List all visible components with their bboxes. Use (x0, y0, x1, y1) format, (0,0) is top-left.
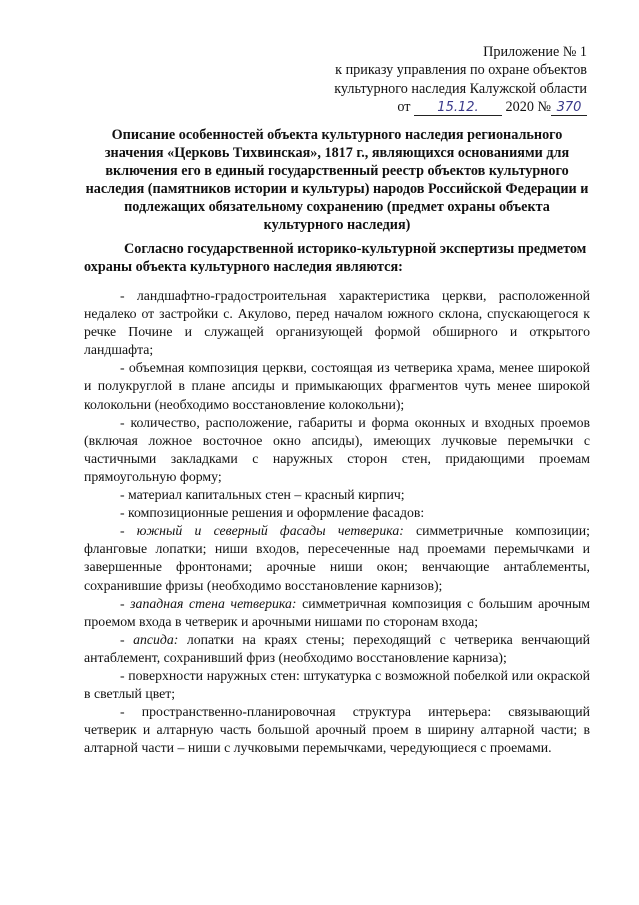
list-item: - южный и северный фасады четверика: симметричные композиции; фланговые лопатки; ниши входов, пересеченные над проемами перемычками и завершенные фронтонами; арочные ниши окон; венчающие антаблементы, сохранившие фризы (необходимо восстановление карнизов); (84, 523, 590, 593)
handwritten-date: 15.12. (414, 101, 502, 116)
intro-statement (84, 240, 590, 277)
authority-name: культурного наследия Калужской области (334, 80, 587, 97)
intro-line: охраны объекта культурного наследия являются: (84, 259, 403, 276)
appendix-header (287, 43, 587, 116)
title-line: включения его в единый государственный реестр объектов культурного (105, 162, 569, 179)
title-line: подлежащих обязательному сохранению (предмет охраны объекта (124, 198, 550, 215)
list-item: - пространственно-планировочная структура интерьера: связывающий четверик и алтарную часть большой арочный проем в ширину алтарной части; в алтарной части – ниши с лучковыми перемычками, чередующиеся с проемами. (84, 704, 590, 756)
title-line: наследия (памятников истории и культуры) народов Российской Федерации и (85, 180, 589, 197)
title-line: значения «Церковь Тихвинская», 1817 г., являющихся основаниями для (104, 144, 570, 161)
list-item: - композиционные решения и оформление фасадов: (120, 505, 425, 521)
document-title (84, 127, 590, 234)
order-reference: к приказу управления по охране объектов (335, 62, 587, 79)
order-year: 2020 № (505, 98, 551, 115)
title-line: Описание особенностей объекта культурного наследия регионального (111, 127, 563, 143)
order-date-line (287, 98, 587, 116)
intro-line: Согласно государственной историко-культурной экспертизы предметом (124, 241, 587, 257)
list-item: - материал капитальных стен – красный кирпич; (120, 487, 405, 503)
list-item: - поверхности наружных стен: штукатурка с возможной побелкой или окраской в светлый цвет; (84, 667, 590, 702)
appendix-label: Приложение № 1 (483, 44, 587, 60)
list-item: - ландшафтно-градостроительная характеристика церкви, расположенной недалеко от застройки с. Акулово, перед началом южного склона, спускающегося к речке Почине и служащей организующей формой обширного и открытого ландшафта; (84, 288, 590, 358)
list-item: - количество, расположение, габариты и форма оконных и входных проемов (включая ложное восточное окно апсиды), имеющих лучковые перемычки с частичными закладками с наружных сторон стен, придающими проемам прямоугольную форму; (84, 414, 590, 484)
list-item: - апсида: лопатки на краях стены; переходящий с четверика венчающий антаблемент, сохранивший фриз (необходимо восстановление карниза); (84, 631, 590, 665)
handwritten-order-number: 370 (551, 101, 587, 116)
list-item: - западная стена четверика: симметричная композиция с большим арочным проемом входа в четверик и арочными нишами по сторонам входа; (84, 595, 590, 629)
list-item: - объемная композиция церкви, состоящая из четверика храма, менее широкой и полукруглой в плане апсиды и примыкающих фрагментов чуть менее широкой колокольни (необходимо восстановление колокольни); (84, 360, 590, 412)
protection-subject-list (84, 287, 590, 757)
date-prefix: от (397, 98, 411, 115)
title-line: культурного наследия) (263, 216, 411, 233)
